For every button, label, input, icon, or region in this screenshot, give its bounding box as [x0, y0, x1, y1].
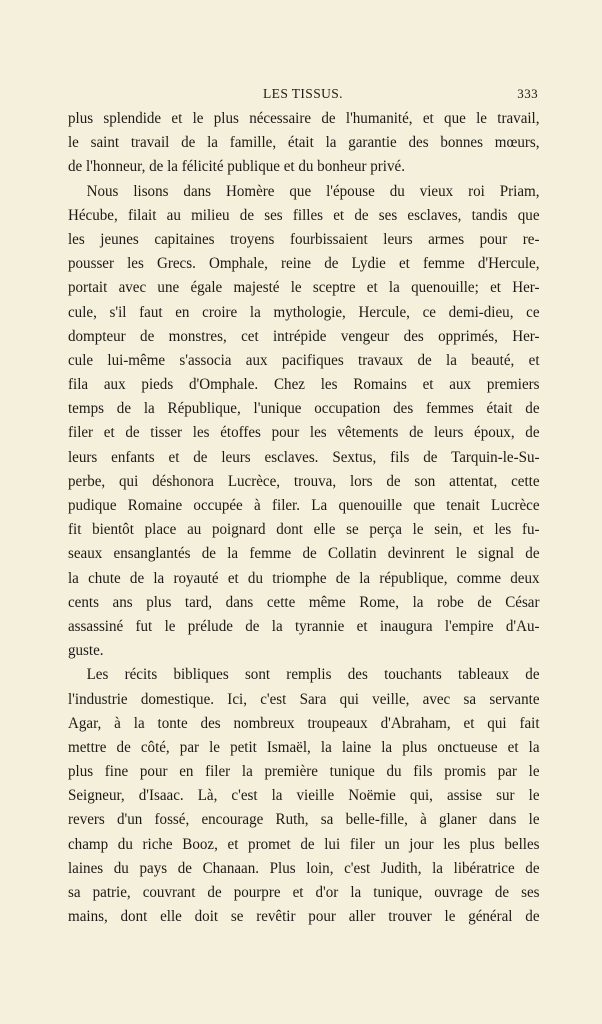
text-line: perbe, qui déshonora Lucrèce, trouva, lors de son attentat, cette: [68, 471, 540, 490]
text-line: pudique Romaine occupée à filer. La quenouille que tenait Lucrèce: [68, 496, 540, 514]
text-line: dompteur de monstres, cet intrépide vengeur des opprimés, Her-: [68, 326, 540, 345]
running-head: LES TISSUS.: [263, 86, 343, 101]
text-line: les jeunes capitaines troyens fourbissaient leurs armes pour re-: [68, 229, 540, 248]
text-line: Les récits bibliques sont remplis des touchants tableaux de: [86, 665, 540, 684]
text-line: mettre de côté, par le petit Ismaël, la laine la plus onctueuse et la: [68, 737, 540, 756]
text-line: seaux ensanglantés de la femme de Collatin devinrent le signal de: [68, 544, 540, 563]
text-line: Nous lisons dans Homère que l'épouse du vieux roi Priam,: [86, 181, 540, 200]
text-line: guste.: [68, 641, 104, 660]
text-line: sa patrie, couvrant de pourpre et d'or la tunique, ouvrage de ses: [68, 883, 540, 901]
text-line: assassiné fut le prélude de la tyrannie et inaugura l'empire d'Au-: [68, 616, 540, 635]
text-line: cule, s'il faut en croire la mythologie, Hercule, ce demi-dieu, ce: [68, 302, 540, 321]
text-line: de l'honneur, de la félicité publique et du bonheur privé.: [68, 157, 405, 176]
text-line: Seigneur, d'Isaac. Là, c'est la vieille Noëmie qui, assise sur le: [68, 786, 540, 805]
text-line: cule lui-même s'associa aux pacifiques travaux de la beauté, et: [68, 350, 540, 369]
text-line: la chute de la royauté et du triomphe de la république, comme deux: [68, 568, 540, 587]
text-line: champ du riche Booz, et promet de lui filer un jour les plus belles: [68, 834, 540, 853]
text-line: fit bientôt place au poignard dont elle se perça le sein, et les fu-: [68, 520, 540, 539]
text-line: l'industrie domestique. Ici, c'est Sara qui veille, avec sa servante: [68, 689, 540, 708]
text-line: le saint travail de la famille, était la garantie des bonnes mœurs,: [68, 133, 540, 152]
body-text: [68, 106, 540, 928]
page-number: 333: [517, 86, 538, 101]
text-line: filer et de tisser les étoffes pour les vêtements de leurs époux, de: [68, 423, 540, 442]
text-line: Hécube, filait au milieu de ses filles et de ses esclaves, tandis que: [68, 205, 540, 224]
text-line: revers d'un fossé, encourage Ruth, sa belle-fille, à glaner dans le: [68, 810, 540, 829]
text-line: portait avec une égale majesté le sceptre et la quenouille; et Her-: [68, 278, 540, 297]
text-line: temps de la République, l'unique occupation des femmes était de: [68, 399, 540, 418]
text-line: laines du pays de Chanaan. Plus loin, c'est Judith, la libératrice de: [68, 858, 540, 877]
text-line: cents ans plus tard, dans cette même Rome, la robe de César: [68, 592, 540, 611]
text-line: pousser les Grecs. Omphale, reine de Lydie et femme d'Hercule,: [68, 254, 540, 273]
page-header: [68, 86, 538, 106]
text-line: fila aux pieds d'Omphale. Chez les Romains et aux premiers: [68, 375, 540, 394]
text-line: plus fine pour en filer la première tunique du fils promis par le: [68, 762, 540, 781]
text-line: mains, dont elle doit se revêtir pour aller trouver le général de: [68, 907, 540, 926]
text-line: Agar, à la tonte des nombreux troupeaux d'Abraham, et qui fait: [68, 713, 540, 732]
text-line: plus splendide et le plus nécessaire de l'humanité, et que le travail,: [68, 109, 540, 127]
text-line: leurs enfants et de leurs esclaves. Sextus, fils de Tarquin-le-Su-: [68, 447, 540, 466]
